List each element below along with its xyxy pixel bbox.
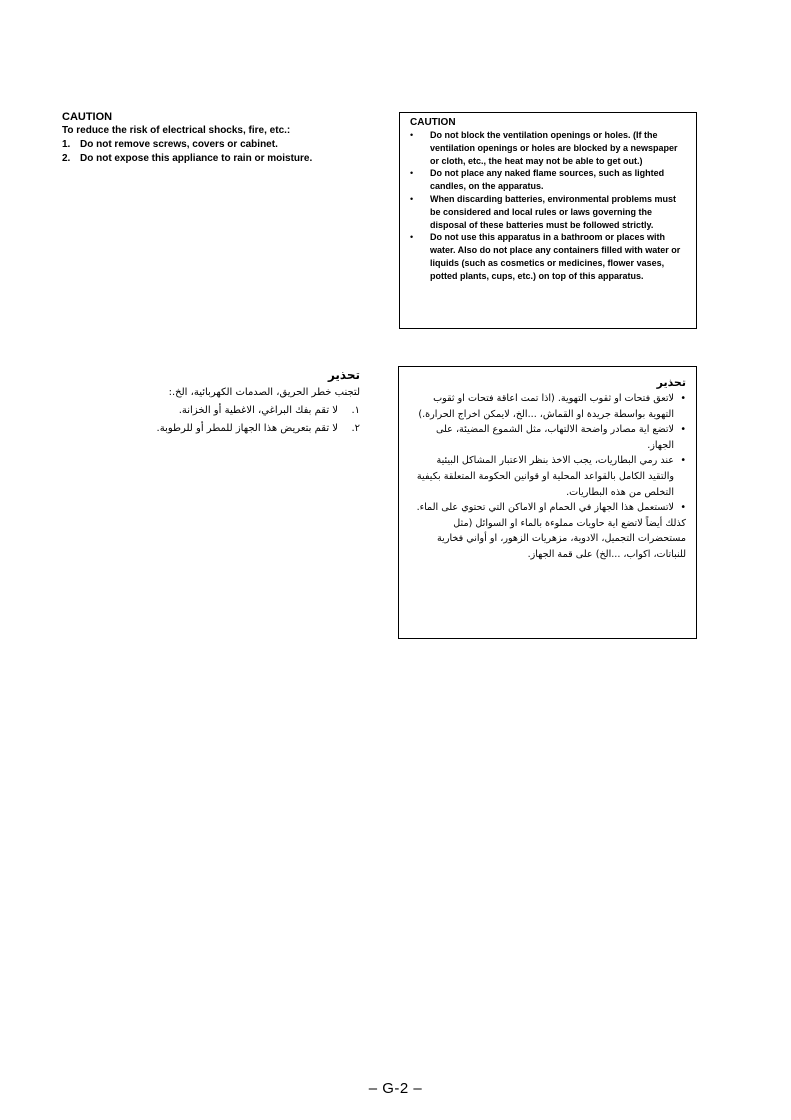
caution-ar-intro: لتجنب خطر الحريق، الصدمات الكهربائية، الخ.: bbox=[168, 387, 360, 398]
caution-en-box bbox=[399, 112, 697, 329]
caution-box-list bbox=[410, 129, 688, 283]
bullet-icon: • bbox=[680, 455, 686, 467]
bullet-icon: • bbox=[410, 193, 414, 204]
caution-ar-box bbox=[398, 366, 697, 639]
item-text: عند رمي البطاريات، يجب الاخذ بنظر الاعتبار المشاكل البيئية والتقيد الكامل بالقواعد المحلية او قوانين الحكومة المتعلقة بكيفية التخلص من هذه البطاريات. bbox=[416, 455, 674, 498]
bullet-icon: • bbox=[680, 502, 686, 514]
item-text: لاتعق فتحات او ثقوب التهوية. (اذا تمت اعاقة فتحات او ثقوب التهوية بواسطة جريدة او القماش، ...الخ، لايمكن اخراج الحرارة.) bbox=[418, 393, 674, 420]
caution-ar-box-item bbox=[411, 453, 686, 500]
caution-ar-box-title: تحذير bbox=[656, 376, 686, 389]
caution-ar-item bbox=[110, 420, 360, 438]
caution-en-item bbox=[62, 138, 372, 152]
caution-ar-title: تحذير bbox=[327, 368, 360, 382]
item-text: Do not block the ventilation openings or holes. (If the ventilation openings or holes are blocked by a newspaper or cloth, etc., the heat may not be able to get out.) bbox=[430, 130, 678, 166]
caution-en-intro: To reduce the risk of electrical shocks, fire, etc.: bbox=[62, 125, 291, 136]
bullet-icon: • bbox=[680, 393, 686, 404]
item-number: ١. bbox=[351, 405, 360, 416]
caution-box-item bbox=[410, 231, 688, 282]
bullet-icon: • bbox=[410, 130, 414, 140]
item-text: لا تقم بتعريض هذا الجهاز للمطر أو للرطوبة. bbox=[156, 423, 338, 434]
caution-box-title: CAUTION bbox=[410, 117, 456, 128]
item-text: Do not use this apparatus in a bathroom or places with water. Also do not place any containers filled with water or liquids (such as cosmetics or medicines, flower vases, potted plants, cups, etc.) on top of this apparatus. bbox=[430, 232, 681, 281]
caution-en-title: CAUTION bbox=[62, 111, 113, 123]
item-number: ٢. bbox=[351, 423, 360, 434]
bullet-icon: • bbox=[410, 232, 414, 243]
item-number: 1. bbox=[62, 139, 71, 150]
item-text: Do not remove screws, covers or cabinet. bbox=[80, 139, 278, 150]
caution-ar-block bbox=[110, 366, 360, 438]
bullet-icon: • bbox=[410, 168, 414, 179]
caution-box-item bbox=[410, 193, 688, 231]
caution-en-list bbox=[62, 138, 372, 166]
bullet-icon: • bbox=[680, 424, 686, 436]
item-text: لاتستعمل هذا الجهاز في الحمام او الاماكن التي تحتوي على الماء. bbox=[416, 502, 674, 514]
caution-en-block bbox=[62, 110, 372, 166]
item-text: لاتضع اية مصادر واضحة الالتهاب، مثل الشموع المضيئة، على الجهاز. bbox=[436, 424, 674, 451]
caution-box-item bbox=[410, 167, 688, 193]
page-number: – G-2 – bbox=[368, 1080, 423, 1097]
item-text: Do not place any naked flame sources, such as lighted candles, on the apparatus. bbox=[430, 168, 665, 192]
item-text: When discarding batteries, environmental problems must be considered and local rules or laws governing the disposal of these batteries must be followed strictly. bbox=[430, 193, 677, 230]
caution-box-item bbox=[410, 129, 688, 167]
caution-en-item bbox=[62, 152, 372, 166]
item-number: 2. bbox=[62, 153, 71, 164]
caution-ar-box-extra: كذلك أيضاً لاتضع اية حاويات مملوءة بالماء او السوائل (مثل مستحضرات التجميل، الادوية، مزهريات الزهور، او أواني فخارية للنباتات، اكواب، ...الخ) على قمة الجهاز. bbox=[437, 517, 686, 560]
caution-ar-box-item bbox=[411, 391, 686, 422]
caution-ar-box-item bbox=[411, 500, 686, 516]
item-text: Do not expose this appliance to rain or moisture. bbox=[80, 153, 313, 164]
caution-ar-item bbox=[110, 402, 360, 420]
caution-ar-box-item bbox=[411, 422, 686, 453]
item-text: لا تقم بفك البراغي، الاغطية أو الخزانة. bbox=[178, 405, 338, 416]
